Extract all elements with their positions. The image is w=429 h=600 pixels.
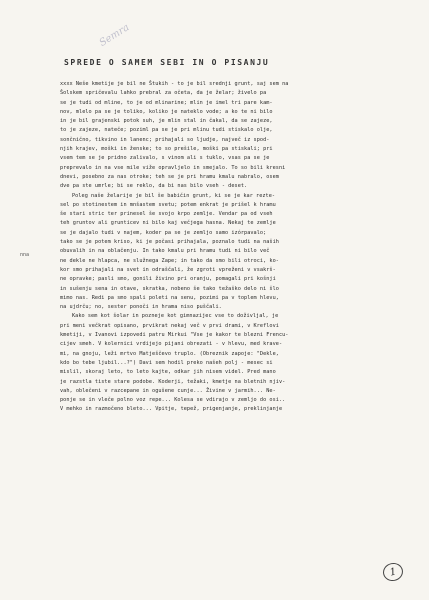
text-line: mi, na gnoju, leži mrtvo Matješčevo truplo. (Obreznik zapoje: "Dekle, xyxy=(60,350,279,357)
text-line: kmetiji, v Ivanovi izpovedi patru Mirkui "Vse je kakor te blezni Frencu- xyxy=(60,332,289,339)
text-line: V mehko in razmočeno bleto... Vpitje, tepež, prigenjanje, preklinjanje xyxy=(60,406,283,413)
text-line: sel po stotinestem in mnšastem svetu; potem enkrat je prišel k hramu xyxy=(60,201,276,208)
text-line: mimo nas. Redi pa smo spali poleti na senu, pozimi pa v toplem hlevu, xyxy=(60,294,279,301)
text-line: se je tudi od mline, to je od mlinarine; mlin je imel tri pare kam- xyxy=(60,99,273,106)
text-line: ne dekle ne hlapca, ne služnega Zape; in tako da smo bili otroci, ko- xyxy=(60,257,279,264)
text-line: dnevi, posebno za nas otroke; teh se je pri hramu kmalu nabralo, osem xyxy=(60,173,279,180)
text-line: to je zajeze, nateče; poziml pa se je pri mlinu tudi stiskalo olje, xyxy=(60,127,273,134)
text-line: in sušenju sena in otave, skratka, nobeno še tako težaško delo ni šlo xyxy=(60,285,279,292)
watermark-stamp: Semra xyxy=(97,22,132,49)
text-line: obuvalih in na oblačenju. In tako kmalu pri hramu tudi ni bilo več xyxy=(60,248,270,255)
text-line: Kako sem kot šolar in pozneje kot gimnazijec vse to doživljal, je xyxy=(72,313,279,320)
text-line: Poleg naše želarije je bil še babičin grunt, ki se je kar rezte- xyxy=(72,192,276,199)
text-line: preprevalo in na vse mile viže opravljelo in smejalo. To so bili kresni xyxy=(60,164,286,171)
text-line: nov, mlelo pa se je toliko, koliko je nateklo vode; a ko te ni bilo xyxy=(60,108,273,115)
text-line: vah, oblečeni v razcepane in ogušene cunje... Živine v jarmih... Ne- xyxy=(60,387,276,394)
text-line: xxxx Neše kmetije je bil ne Štukih - to je bil srednji grunt, saj sem na xyxy=(60,81,289,87)
document-title: SPREDE O SAMEM SEBI IN O PISANJU xyxy=(64,58,270,67)
text-line: kor smo prihajali na svet in odraščali, že zgroti vpreženi v vsakrš- xyxy=(60,266,276,273)
text-line: Šolskem spričevalu lahko prebral za očeta, da je želar; živelo pa xyxy=(60,90,267,97)
document-body xyxy=(60,80,400,415)
text-line: dve pa ste umrle; bi se reklo, da bi nas bilo vseh - deset. xyxy=(60,183,248,190)
text-line: je razstla tiste stare podobe. Koderji, težaki, kmetje na bletnih njiv- xyxy=(60,378,286,385)
text-line: na ujdrču; no, sester ponoči in hrama niso puščali. xyxy=(60,304,222,311)
text-line: njih krajev, moški in ženske; to so prešile, moški pa stiskali; pri xyxy=(60,146,273,153)
text-line: ne opravke; pasli smo, gonili živino pri oranju, pomagali pri košnji xyxy=(60,276,276,283)
text-line: kdo bo tebe ljubil...?") Davi sem hodil preko našeh polj - mesec si xyxy=(60,359,273,366)
text-line: ponje se in vleče polno voz repe... Kolesa se vdirajo v zemljo do osi.. xyxy=(60,397,286,404)
text-line: cijev smeh. V kolernici vrdijejo pijani obrezati - v hlevu, med krave- xyxy=(60,341,283,348)
text-line: teh gruntov ali grunticev ni bilo kaj večjega hasna. Nekaj te zemlje xyxy=(60,220,276,227)
text-line: vsem tem se je pridno zalivalo, s vinom ali s tuklo, vsas pa se je xyxy=(60,155,270,162)
text-line: pri meni večkrat opisano, prvikrat nekaj več v prvi drami, v Kreflovi xyxy=(60,322,279,329)
page-number: 1 xyxy=(388,565,398,579)
text-line: se je dajalo tudi v najem, koder pa se je zemljo samo izórpavalo; xyxy=(60,229,267,236)
text-line: sončnično, tikvino in lanenc; prihajali so ljudje, največ iz spod- xyxy=(60,136,270,143)
text-line: mislil, skoraj leto, to leto kajte, odkar jih nisem videl. Pred mano xyxy=(60,369,276,376)
text-line: tako se je potem kriso, ki je počasi prihajala, poznalo tudi na naših xyxy=(60,239,279,246)
text-line: in je bil grajenski potok suh, je mlin stal in čakal, da se zajeze, xyxy=(60,118,273,125)
text-line: še stari stric ter prinesel še svojo krpo zemlje. Vendar pa od vseh xyxy=(60,211,273,218)
page-number-circle xyxy=(381,561,404,583)
margin-annotation: nna xyxy=(20,252,30,258)
